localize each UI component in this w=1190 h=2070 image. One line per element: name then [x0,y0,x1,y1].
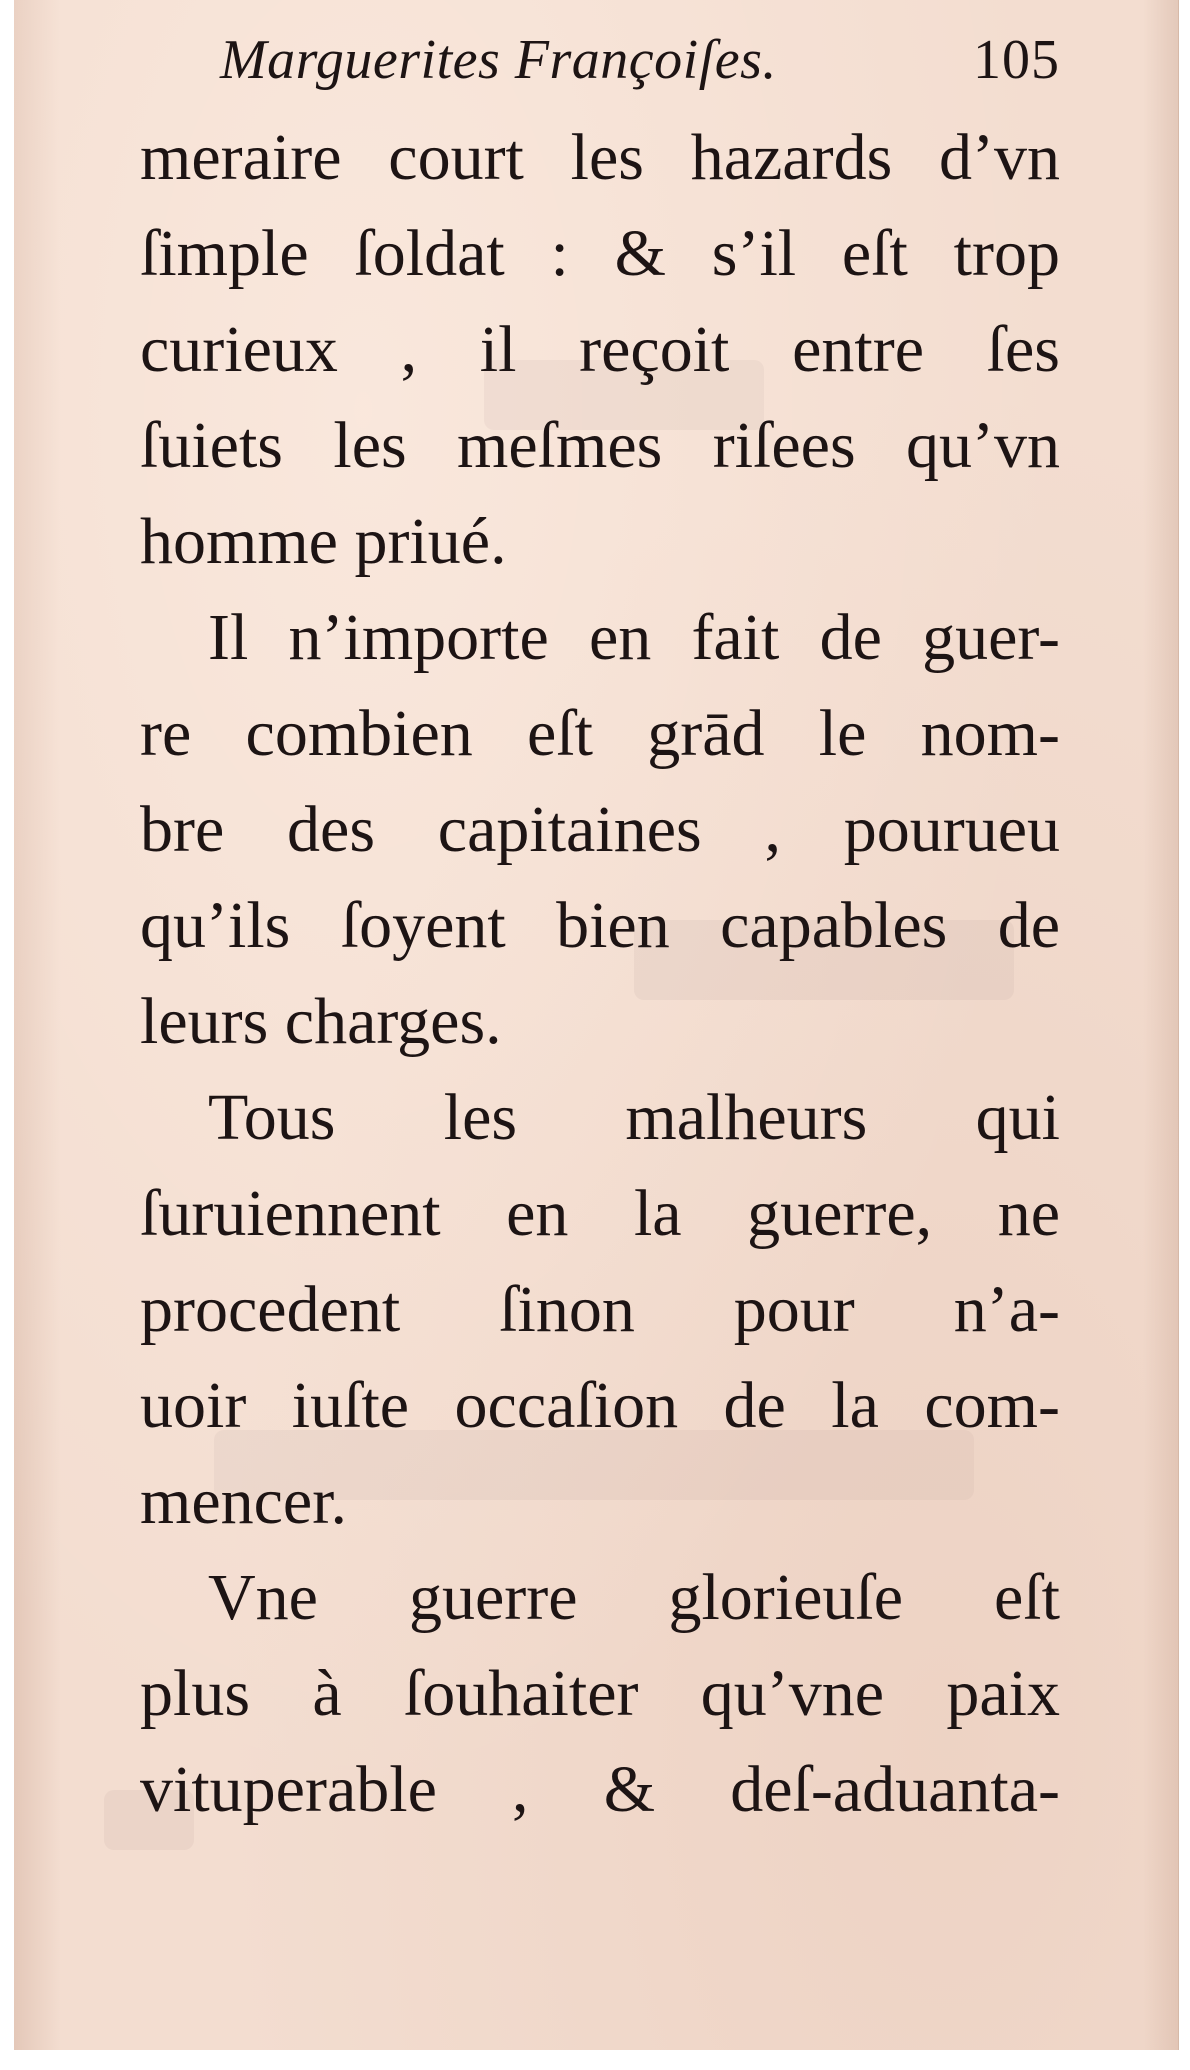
text-line: curieux , il reçoit entre ſes [140,313,1060,386]
text-line: Il n’importe en fait de guer- [208,601,1060,674]
running-head: Marguerites Françoiſes. [220,29,777,91]
text-line: ſuruiennent en la guerre, ne [140,1177,1060,1250]
page-number: 105 [973,29,1060,91]
text-line: mencer. [140,1465,348,1538]
text-line: ſuiets les meſmes riſees qu’vn [140,409,1060,482]
text-line: bre des capitaines , pourueu [140,793,1060,866]
text-line: leurs charges. [140,985,502,1058]
text-line: procedent ſinon pour n’a- [140,1273,1060,1346]
text-line: uoir iuſte occaſion de la com- [140,1369,1060,1442]
text-lines [140,110,1060,1838]
text-line: ſimple ſoldat : & s’il eſt trop [140,217,1060,290]
text-line: qu’ils ſoyent bien capables de [140,889,1060,962]
page-text [140,10,1060,1838]
text-line: vituperable , & deſ-aduanta- [140,1753,1060,1826]
page-header [140,10,1060,110]
text-line: plus à ſouhaiter qu’vne paix [140,1657,1060,1730]
text-line: homme priué. [140,505,507,578]
text-line: Vne guerre glorieuſe eſt [208,1561,1060,1634]
text-line: Tous les malheurs qui [208,1081,1060,1154]
text-line: meraire court les hazards d’vn [140,121,1060,194]
text-line: re combien eſt grād le nom- [140,697,1060,770]
